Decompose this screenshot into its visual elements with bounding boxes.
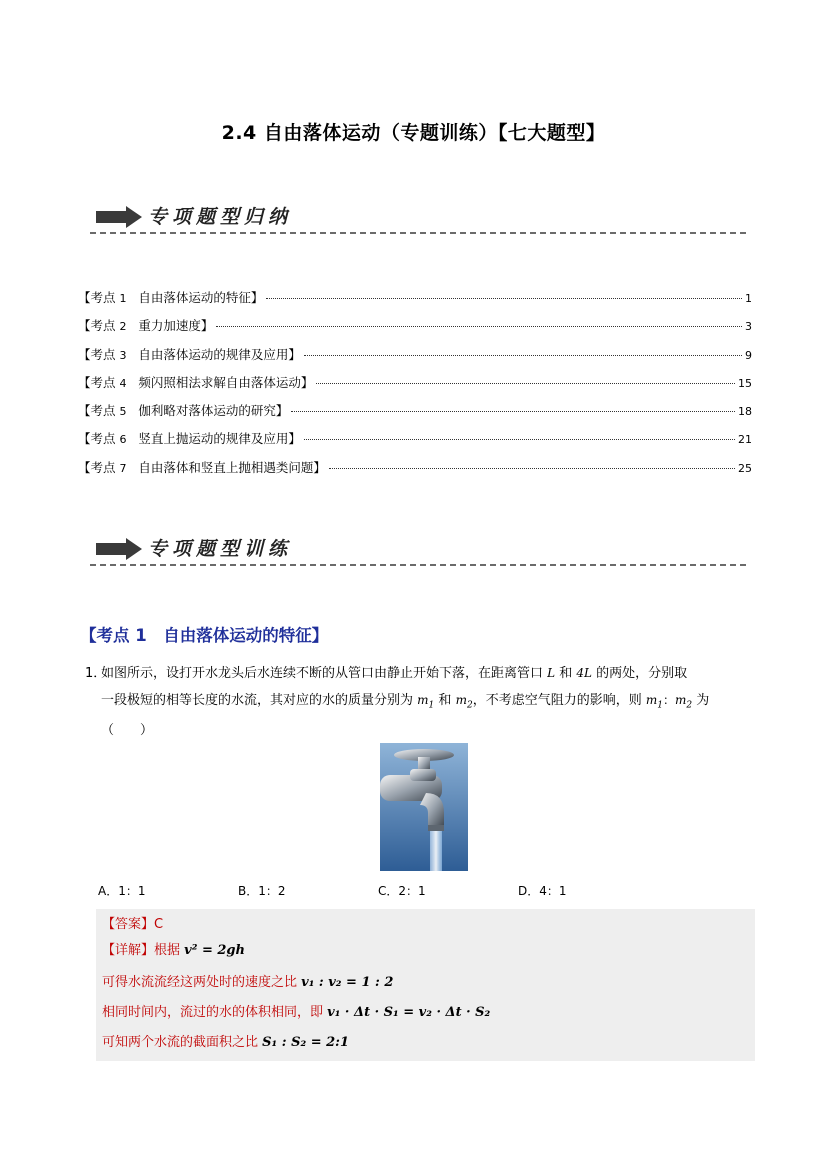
toc-item[interactable]: 【考点 4 频闪照相法求解自由落体运动】 15 bbox=[78, 374, 752, 390]
toc-leader bbox=[266, 298, 742, 299]
answer-options bbox=[98, 882, 658, 899]
toc-leader bbox=[316, 383, 735, 384]
toc-item[interactable]: 【考点 1 自由落体运动的特征】 1 bbox=[78, 290, 752, 305]
section-heading: 【考点 1 自由落体运动的特征】 bbox=[80, 626, 329, 645]
toc-page-number: 15 bbox=[738, 376, 752, 390]
question-number: 1． bbox=[85, 666, 107, 681]
toc-leader bbox=[329, 468, 735, 469]
toc-item[interactable]: 【考点 5 伽利略对落体运动的研究】 18 bbox=[78, 403, 752, 419]
toc-page-number: 25 bbox=[738, 461, 752, 475]
question-1: 1．如图所示，设打开水龙头后水连续不断的从管口由静止开始下落，在距离管口 L 和 4L 的两处，分别取 一段极短的相等长度的水流，其对应的水的质量分别为 $m_1$ 和 $m_2$，不考虑空气阻力的影响，则 $m_1$：$m_2$ 为 （ ） bbox=[85, 660, 755, 744]
formula-3: v₁ · Δt · S₁ = v₂ · Δt · S₂ bbox=[327, 1005, 491, 1020]
answer-label: 【答案】 bbox=[102, 917, 155, 932]
toc-page-number: 21 bbox=[738, 433, 752, 447]
training-banner-text: 专项题型训练 bbox=[148, 538, 293, 560]
banner-divider bbox=[90, 564, 746, 566]
banner-divider bbox=[90, 232, 746, 234]
answer-box: 【答案】C 【详解】根据 v² = 2gh 可得水流流经这两处时的速度之比 v₁ : v₂ = 1 : 2 相同时间内，流过的水的体积相同，即 v₁ · Δt · S₁ = v₂ · Δt · S₂ 可知两个水流的截面积之比 S₁ : S₂ = 2:1 bbox=[96, 909, 755, 1061]
formula-2: v₁ : v₂ = 1 : 2 bbox=[301, 975, 394, 990]
arrow-icon bbox=[96, 538, 142, 560]
faucet-image bbox=[380, 743, 468, 871]
toc-page-number: 3 bbox=[745, 320, 752, 334]
detail-label: 【详解】 bbox=[102, 943, 155, 958]
toc-page-number: 18 bbox=[738, 405, 752, 419]
toc-leader bbox=[304, 439, 735, 440]
toc-item[interactable]: 【考点 6 竖直上抛运动的规律及应用】 21 bbox=[78, 431, 752, 447]
toc-leader bbox=[216, 326, 742, 327]
table-of-contents bbox=[78, 288, 752, 486]
toc-page-number: 9 bbox=[745, 348, 752, 362]
toc-leader bbox=[304, 355, 742, 356]
answer-value: C bbox=[154, 917, 164, 932]
page-title: 2.4 自由落体运动（专题训练）【七大题型】 bbox=[221, 122, 606, 144]
option-a[interactable]: A．1：1 bbox=[98, 884, 146, 898]
toc-item[interactable]: 【考点 7 自由落体和竖直上抛相遇类问题】 25 bbox=[78, 459, 752, 475]
toc-item[interactable]: 【考点 2 重力加速度】 3 bbox=[78, 318, 752, 334]
arrow-icon bbox=[96, 206, 142, 228]
toc-page-number: 1 bbox=[745, 292, 752, 305]
option-d[interactable]: D．4：1 bbox=[518, 884, 567, 898]
formula-1: v² = 2gh bbox=[184, 943, 245, 958]
option-c[interactable]: C．2：1 bbox=[378, 884, 426, 898]
summary-banner-text: 专项题型归纳 bbox=[148, 206, 293, 228]
summary-banner bbox=[90, 200, 746, 240]
option-b[interactable]: B．1：2 bbox=[238, 884, 286, 898]
formula-4: S₁ : S₂ = 2:1 bbox=[262, 1035, 350, 1050]
training-banner bbox=[90, 532, 746, 572]
toc-item[interactable]: 【考点 3 自由落体运动的规律及应用】 9 bbox=[78, 346, 752, 362]
toc-leader bbox=[291, 411, 735, 412]
